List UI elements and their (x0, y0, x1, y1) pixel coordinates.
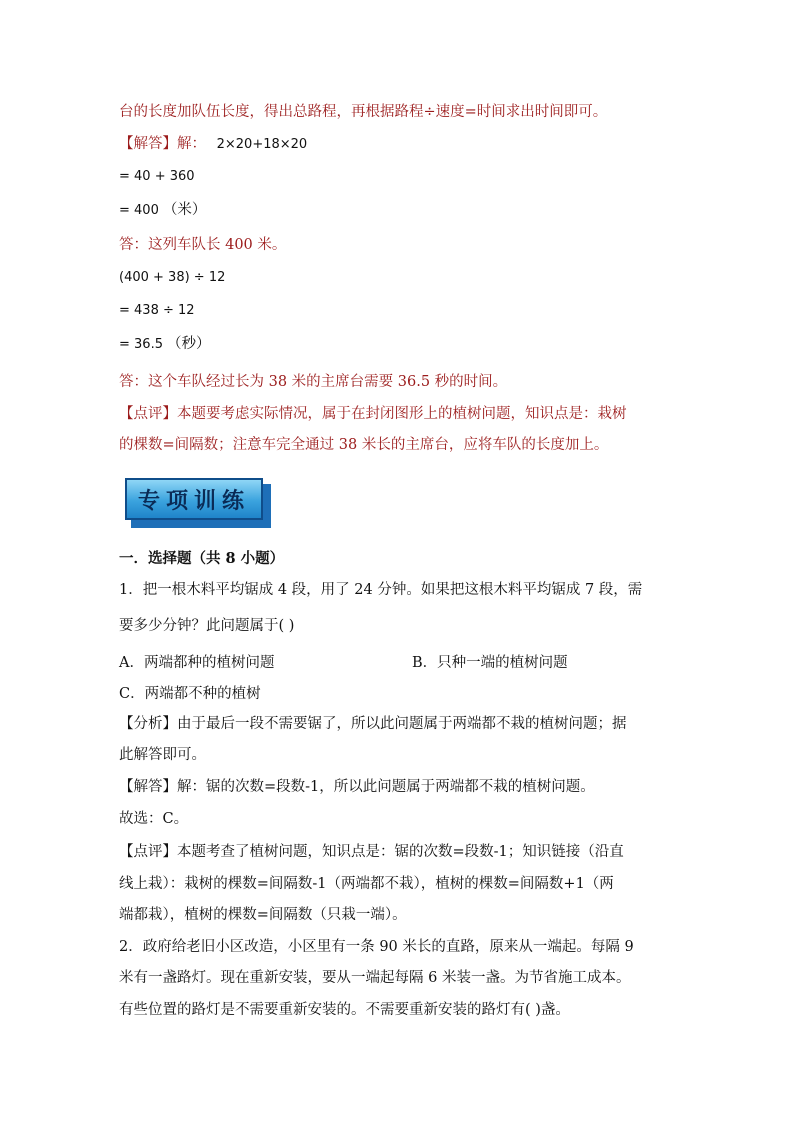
comment-line: 【点评】本题要考虑实际情况，属于在封闭图形上的植树问题，知识点是：栽树 (119, 406, 627, 422)
answer-line (119, 134, 307, 155)
answer-line: 【解答】解：锯的次数=段数-1，所以此问题属于两端都不栽的植树问题。 (119, 779, 595, 795)
option-b: B．只种一端的植树问题 (412, 655, 568, 671)
calc-step (119, 200, 206, 221)
answer-sentence: 答：这个车队经过长为 38 米的主席台需要 36.5 秒的时间。 (119, 374, 508, 390)
calc-value: = 36.5 (119, 337, 163, 352)
option-a: A．两端都种的植树问题 (119, 655, 275, 671)
question-text-line: 米有一盏路灯。现在重新安装，要从一端起每隔 6 米装一盏。为节省施工成本。 (119, 970, 631, 986)
choice-line: 故选：C。 (119, 811, 189, 827)
calc-step (119, 334, 210, 355)
banner-box (125, 478, 263, 520)
banner-label: 专项训练 (137, 487, 250, 514)
solution-text-line: 台的长度加队伍长度，得出总路程，再根据路程÷速度=时间求出时间即可。 (119, 104, 608, 120)
analysis-line: 此解答即可。 (119, 747, 206, 763)
calc-step: = 438 ÷ 12 (119, 303, 195, 318)
question-text-line: 2．政府给老旧小区改造，小区里有一条 90 米长的直路，原来从一端起。每隔 9 (119, 939, 634, 955)
comment-line: 端都栽），植树的棵数=间隔数（只栽一端）。 (119, 907, 407, 923)
comment-line: 的棵数=间隔数；注意车完全通过 38 米长的主席台，应将车队的长度加上。 (119, 437, 609, 453)
calc-value: = 400 (119, 203, 159, 218)
answer-tag: 【解答】 (119, 136, 177, 152)
section-banner (125, 478, 271, 528)
calc-step: = 40 + 360 (119, 169, 195, 184)
answer-prefix: 解： (177, 136, 206, 152)
question-text-line: 1．把一根木料平均锯成 4 段，用了 24 分钟。如果把这根木料平均锯成 7 段，需 (119, 582, 643, 598)
calc-step: (400 + 38) ÷ 12 (119, 270, 226, 285)
question-text-line: 有些位置的路灯是不需要重新安装的。不需要重新安装的路灯有( )盏。 (119, 1002, 570, 1018)
comment-line: 【点评】本题考查了植树问题，知识点是：锯的次数=段数-1；知识链接（沿直 (119, 844, 624, 860)
answer-sentence: 答：这列车队长 400 米。 (119, 237, 287, 253)
calc-expression: 2×20+18×20 (216, 137, 308, 152)
option-c: C．两端都不种的植树 (119, 686, 261, 702)
section-heading: 一．选择题（共 8 小题） (119, 550, 285, 567)
calc-unit: （秒） (166, 336, 211, 352)
analysis-line: 【分析】由于最后一段不需要锯了，所以此问题属于两端都不栽的植树问题；据 (119, 716, 627, 732)
calc-unit: （米） (162, 202, 207, 218)
comment-line: 线上栽）：栽树的棵数=间隔数-1（两端都不栽），植树的棵数=间隔数+1（两 (119, 876, 614, 892)
question-text-line: 要多少分钟？此问题属于( ) (119, 618, 295, 634)
